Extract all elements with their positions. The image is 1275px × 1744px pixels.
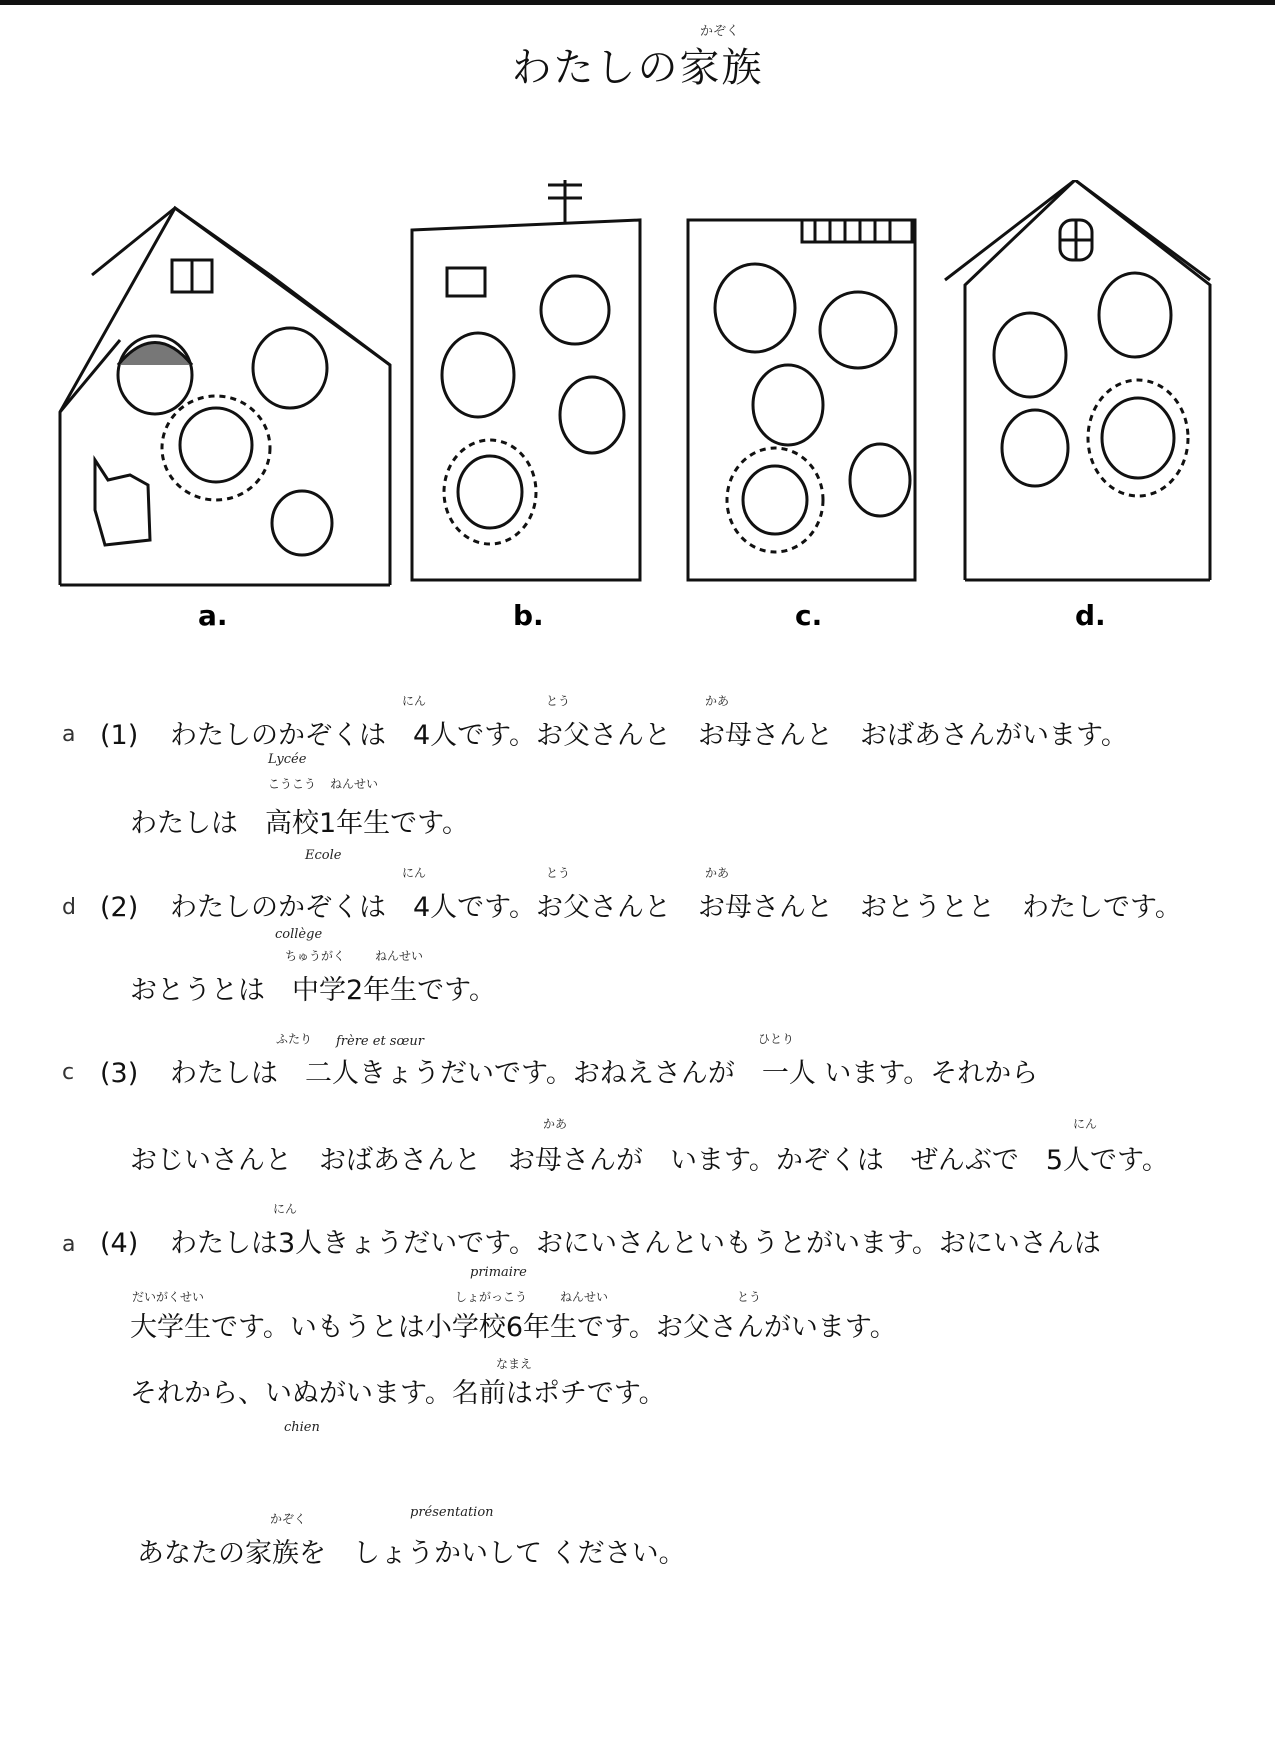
final-prompt: あなたの家族を しょうかいして ください。 [137, 1538, 686, 1569]
house-label-a: a. [198, 599, 228, 632]
ruby: ひとり [758, 1032, 795, 1046]
ruby: とう [737, 1290, 762, 1304]
answer-mark-2: d [62, 895, 76, 920]
family-houses-illustration [0, 180, 1275, 660]
ruby: かあ [543, 1117, 568, 1131]
ruby: なまえ [496, 1357, 533, 1371]
house-a-illustration [60, 208, 390, 585]
handwritten-note: Ecole [305, 848, 342, 863]
item-1-number: (1) [100, 720, 139, 751]
ruby: ねんせい [375, 949, 424, 963]
ruby: ねんせい [330, 777, 379, 791]
item-3-line-1 [100, 1058, 1038, 1090]
title-ruby: かぞく [700, 24, 740, 39]
ruby: かあ [705, 866, 730, 880]
handwritten-note: collège [275, 927, 323, 942]
item-3-line-2: おじいさんと おばあさんと お母さんが います。かぞくは ぜんぶで 5人です。 [130, 1145, 1169, 1176]
item-2-line-1 [100, 892, 1182, 924]
item-2-line-2: おとうとは 中学2年生です。 [130, 975, 497, 1006]
house-c-illustration [688, 220, 915, 580]
page-title: わたしの家族 [511, 45, 764, 91]
house-label-c: c. [795, 599, 823, 632]
ruby: ちゅうがく [285, 949, 346, 963]
ruby: かぞく [270, 1512, 307, 1526]
ruby: しょがっこう [455, 1290, 528, 1304]
house-b-illustration [412, 180, 640, 580]
handwritten-note: Lycée [268, 752, 307, 767]
item-4-line-3: それから、いぬがいます。名前はポチです。 [130, 1378, 666, 1409]
item-1-text-1: わたしのかぞくは 4人です。お父さんと お母さんと おばあさんがいます。 [170, 720, 1128, 751]
ruby: にん [402, 866, 427, 880]
item-3-text-1: わたしは 二人きょうだいです。おねえさんが 一人 います。それから [170, 1058, 1039, 1089]
item-4-number: (4) [100, 1228, 139, 1259]
answer-mark-3: c [62, 1060, 75, 1085]
answer-mark-4: a [62, 1232, 76, 1257]
house-label-d: d. [1075, 599, 1106, 632]
ruby: ねんせい [560, 1290, 609, 1304]
item-2-number: (2) [100, 892, 139, 923]
item-4-line-1 [100, 1228, 1101, 1260]
ruby: とう [546, 694, 571, 708]
answer-mark-1: a [62, 722, 76, 747]
ruby: ふたり [276, 1032, 313, 1046]
ruby: にん [1073, 1117, 1098, 1131]
handwritten-note: primaire [470, 1265, 527, 1280]
item-4-text-1: わたしは3人きょうだいです。おにいさんといもうとがいます。おにいさんは [170, 1228, 1101, 1259]
house-d-illustration [945, 180, 1210, 580]
item-1-line-1 [100, 720, 1128, 752]
item-4-line-2: 大学生です。いもうとは小学校6年生です。お父さんがいます。 [130, 1312, 897, 1343]
handwritten-note: présentation [410, 1505, 494, 1520]
handwritten-note: chien [284, 1420, 320, 1435]
ruby: とう [546, 866, 571, 880]
top-border [0, 0, 1275, 5]
house-label-b: b. [513, 599, 544, 632]
ruby: かあ [705, 694, 730, 708]
item-1-line-2: わたしは 高校1年生です。 [130, 808, 470, 839]
handwritten-note: frère et sœur [336, 1034, 424, 1049]
ruby: にん [273, 1202, 298, 1216]
ruby: だいがくせい [132, 1290, 205, 1304]
ruby: こうこう [268, 777, 317, 791]
item-2-text-1: わたしのかぞくは 4人です。お父さんと お母さんと おとうとと わたしです。 [170, 892, 1182, 923]
item-3-number: (3) [100, 1058, 139, 1089]
ruby: にん [402, 694, 427, 708]
